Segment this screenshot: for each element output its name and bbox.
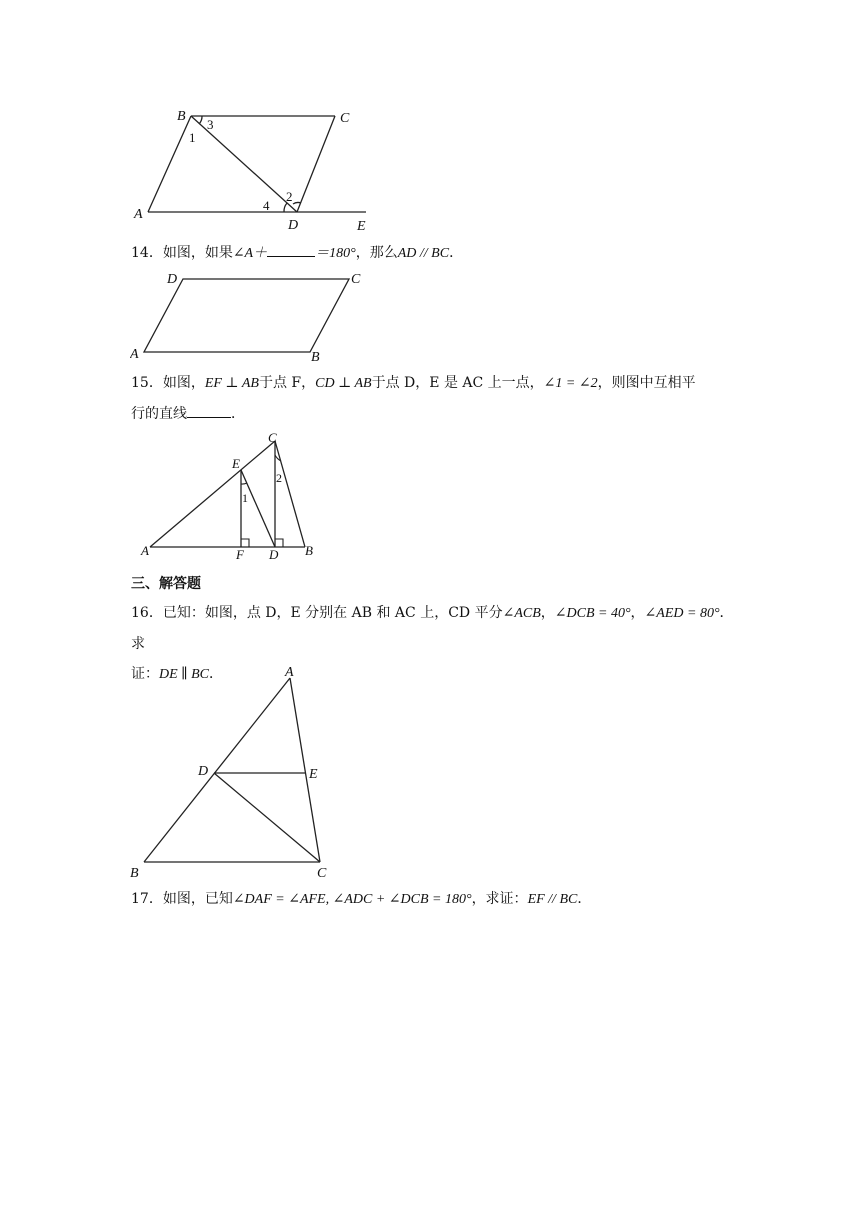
- math-expression: ∠DAF = ∠AFE, ∠ADC + ∠DCB = 180°: [232, 892, 472, 907]
- math-expression: ∠A＋: [232, 246, 268, 261]
- question-text: ，: [630, 605, 645, 621]
- vertex-label-D: D: [167, 272, 178, 287]
- math-expression: ＝180°: [315, 246, 356, 261]
- angle-label-1: 1: [189, 130, 196, 145]
- question-text: ，那么: [355, 245, 398, 261]
- vertex-label-C: C: [317, 866, 327, 881]
- question-text: ，求证：: [471, 891, 528, 907]
- question-number: 15．: [131, 375, 163, 391]
- angle-label-4: 4: [263, 198, 270, 213]
- math-expression: DE ∥ BC: [159, 667, 210, 682]
- figure-q15: [135, 430, 335, 565]
- vertex-label-C: C: [268, 430, 277, 445]
- angle-label-3: 3: [207, 117, 214, 132]
- figure-q16: [128, 662, 348, 884]
- math-expression: CD ⊥ AB: [315, 376, 372, 391]
- vertex-label-B: B: [177, 109, 186, 124]
- vertex-label-C: C: [351, 272, 361, 287]
- math-expression: EF // BC: [527, 892, 578, 907]
- vertex-label-C: C: [340, 111, 350, 126]
- vertex-label-A: A: [130, 347, 139, 362]
- vertex-label-A: A: [141, 543, 149, 558]
- question-17: [131, 884, 736, 915]
- answer-blank[interactable]: [187, 403, 231, 418]
- question-number: 14．: [131, 245, 163, 261]
- vertex-label-E: E: [309, 767, 318, 782]
- question-number: 16．: [131, 605, 163, 621]
- math-expression: ∠AED = 80°: [644, 606, 720, 621]
- question-text: ，: [540, 605, 555, 621]
- vertex-label-D: D: [198, 764, 209, 779]
- math-expression: ∠ACB: [502, 606, 541, 621]
- question-14: [131, 238, 736, 269]
- question-text: 于点 D，E 是 AC 上一点，: [371, 375, 544, 391]
- question-text: ．: [577, 891, 592, 907]
- question-15: [131, 368, 736, 429]
- math-expression: EF ⊥ AB: [204, 376, 259, 391]
- question-text: 行的直线: [131, 406, 187, 422]
- angle-label-2: 2: [276, 471, 282, 485]
- question-text: 如图，如果: [162, 245, 233, 261]
- math-expression: ∠1 = ∠2: [543, 376, 598, 391]
- section-title: 三、解答题: [131, 576, 201, 592]
- vertex-label-A: A: [285, 665, 294, 680]
- vertex-label-B: B: [130, 866, 139, 881]
- vertex-label-D: D: [288, 218, 299, 233]
- question-text: ，则图中互相平: [597, 375, 696, 391]
- question-text: 如图，: [162, 375, 205, 391]
- vertex-label-A: A: [134, 207, 143, 222]
- question-text: ．: [209, 666, 224, 682]
- question-text: 证：: [131, 666, 159, 682]
- figure-q13: [130, 100, 380, 235]
- vertex-label-D: D: [269, 547, 279, 562]
- angle-label-2: 2: [286, 189, 293, 204]
- math-expression: AD // BC: [397, 246, 450, 261]
- vertex-label-B: B: [305, 543, 313, 558]
- vertex-label-E: E: [357, 219, 366, 234]
- answer-blank[interactable]: [267, 242, 315, 257]
- question-text: ．: [449, 245, 464, 261]
- question-text: ．求: [131, 605, 734, 652]
- figure-q14: [130, 266, 370, 366]
- question-number: 17．: [131, 891, 163, 907]
- question-text: 已知：如图，点 D，E 分别在 AB 和 AC 上，CD 平分: [162, 605, 503, 621]
- vertex-label-F: F: [236, 547, 244, 562]
- question-text: 如图，已知: [162, 891, 233, 907]
- math-expression: ∠DCB = 40°: [554, 606, 631, 621]
- question-text: 于点 F，: [258, 375, 316, 391]
- vertex-label-B: B: [311, 350, 320, 365]
- question-text: ．: [231, 406, 245, 422]
- angle-label-1: 1: [242, 491, 248, 505]
- vertex-label-E: E: [232, 456, 240, 471]
